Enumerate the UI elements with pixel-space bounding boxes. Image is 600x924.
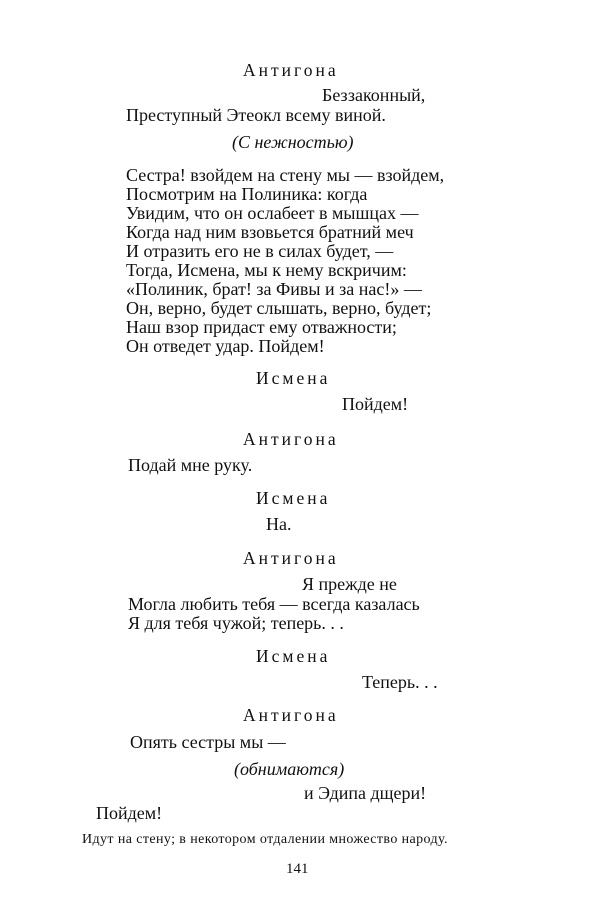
verse-line: Могла любить тебя — всегда казалась xyxy=(128,594,420,614)
speaker-name: Исмена xyxy=(256,646,331,666)
verse-line: «Полиник, брат! за Фивы и за нас!» — xyxy=(126,279,422,299)
speaker-name: Антигона xyxy=(243,429,339,449)
verse-line: И отразить его не в силах будет, — xyxy=(126,241,394,261)
verse-line: Я для тебя чужой; теперь. . . xyxy=(128,613,344,633)
verse-line: Наш взор придаст ему отважности; xyxy=(126,317,397,337)
verse-line: и Эдипа дщери! xyxy=(304,783,427,803)
verse-line: Пойдем! xyxy=(96,803,163,823)
stage-direction: (обнимаются) xyxy=(234,759,345,779)
verse-line: Теперь. . . xyxy=(362,672,438,692)
verse-line: Подай мне руку. xyxy=(128,455,253,475)
verse-line: Он, верно, будет слышать, верно, будет; xyxy=(126,298,432,318)
speaker-name: Исмена xyxy=(256,368,331,388)
verse-line: Увидим, что он ослабеет в мышцах — xyxy=(126,203,419,223)
speaker-name: Исмена xyxy=(256,488,331,508)
verse-line: Преступный Этеокл всему виной. xyxy=(126,105,386,125)
stage-direction: Идут на стену; в некотором отдалении множество народу. xyxy=(82,832,448,847)
verse-line: Беззаконный, xyxy=(322,85,426,105)
speaker-name: Антигона xyxy=(243,705,339,725)
verse-line: Сестра! взойдем на стену мы — взойдем, xyxy=(126,165,445,185)
verse-line: Посмотрим на Полиника: когда xyxy=(126,184,368,204)
speaker-name: Антигона xyxy=(243,548,339,568)
verse-line: Опять сестры мы — xyxy=(130,732,286,752)
verse-line: Пойдем! xyxy=(342,394,409,414)
verse-line: Я прежде не xyxy=(302,574,397,594)
verse-line: Тогда, Исмена, мы к нему вскричим: xyxy=(126,260,407,280)
stage-direction: (С нежностью) xyxy=(232,132,354,152)
speaker-name: Антигона xyxy=(243,60,339,80)
verse-line: Когда над ним взовьется братний меч xyxy=(126,222,414,242)
page-number: 141 xyxy=(286,861,309,877)
verse-line: Он отведет удар. Пойдем! xyxy=(126,336,325,356)
verse-line: На. xyxy=(266,514,292,534)
